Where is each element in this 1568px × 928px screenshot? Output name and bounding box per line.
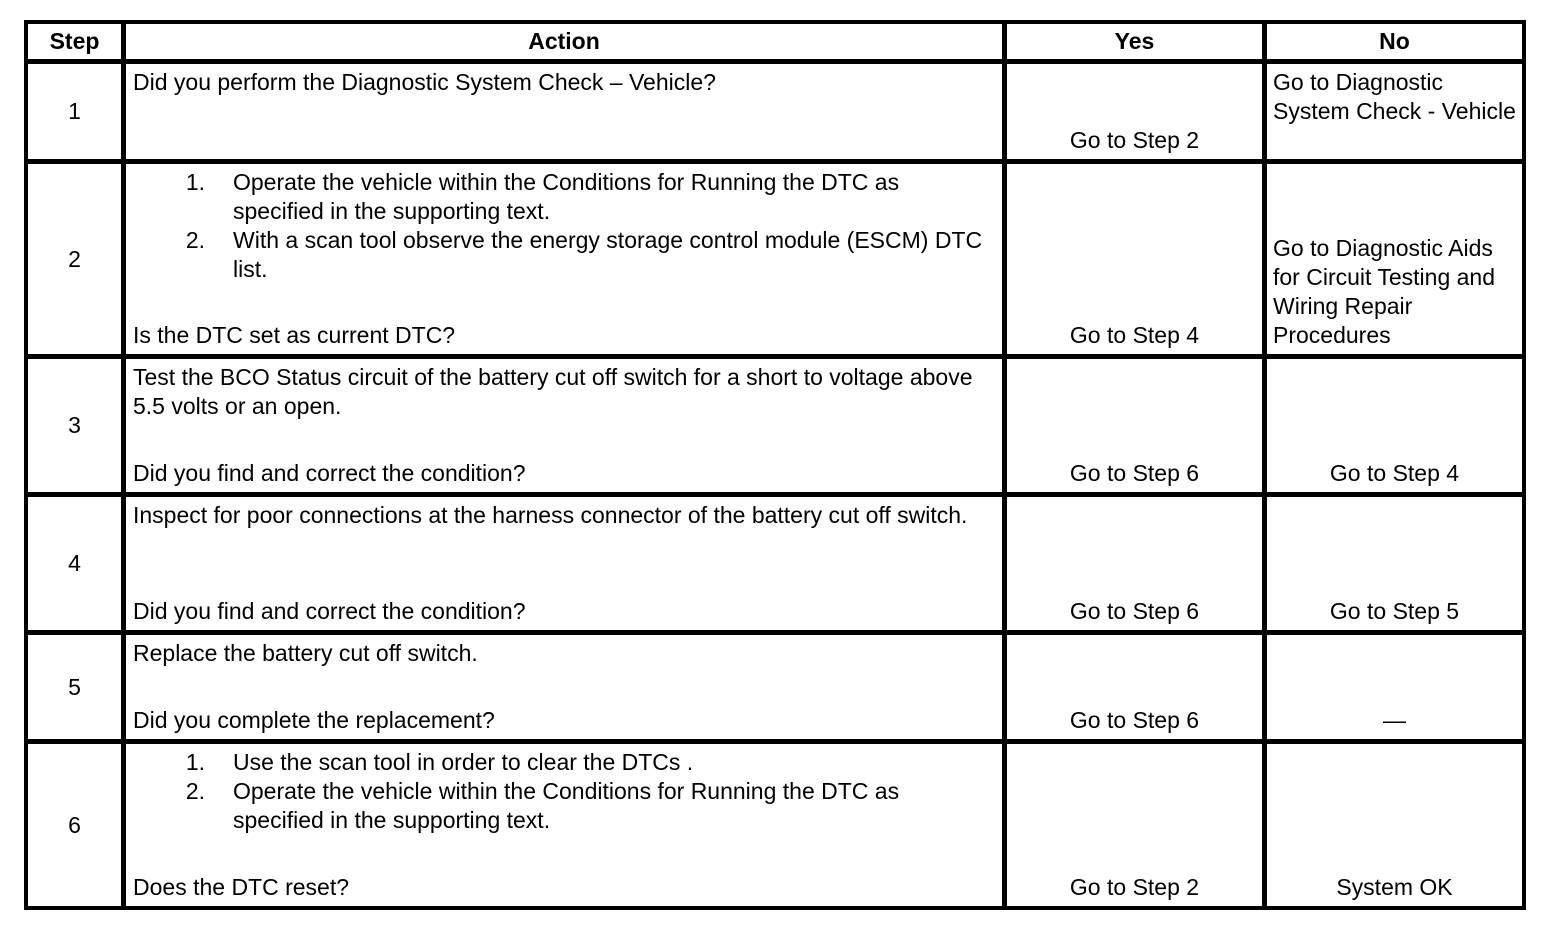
header-yes: Yes	[1007, 24, 1262, 59]
yes-link[interactable]: Go to Step 6	[1069, 598, 1200, 624]
no-cell	[1267, 164, 1522, 354]
action-text: Replace the battery cut off switch.	[133, 640, 478, 666]
no-link[interactable]: Go to Step 5	[1329, 598, 1460, 624]
action-cell	[126, 164, 1002, 354]
yes-link[interactable]: Go to Step 6	[1069, 460, 1200, 486]
action-text: Test the BCO Status circuit of the battery cut off switch for a short to voltage above 5.5 volts or an open.	[133, 364, 973, 419]
action-cell	[126, 359, 1002, 492]
yes-cell	[1007, 64, 1262, 159]
list-item	[133, 168, 996, 226]
action-question: Did you find and correct the condition?	[133, 460, 526, 486]
no-link[interactable]: Go to Diagnostic Aids for Circuit Testing and Wiring Repair Procedures	[1273, 235, 1496, 348]
header-action: Action	[126, 24, 1002, 59]
list-item-text: With a scan tool observe the energy storage control module (ESCM) DTC list.	[233, 227, 983, 282]
yes-link[interactable]: Go to Step 6	[1069, 707, 1200, 733]
action-question: Did you find and correct the condition?	[133, 598, 526, 624]
yes-link[interactable]: Go to Step 2	[1069, 127, 1200, 153]
action-text: Inspect for poor connections at the harness connector of the battery cut off switch.	[133, 502, 968, 528]
list-item-text: Operate the vehicle within the Conditions for Running the DTC as specified in the supporting text.	[233, 169, 900, 224]
step-number: 6	[28, 744, 121, 906]
no-link[interactable]: Go to Diagnostic System Check - Vehicle	[1273, 69, 1516, 124]
list-item-number: 2.	[185, 778, 205, 804]
list-item-number: 1.	[185, 169, 205, 195]
yes-cell	[1007, 744, 1262, 906]
header-step: Step	[28, 24, 121, 59]
action-question: Does the DTC reset?	[133, 874, 350, 900]
no-cell	[1267, 359, 1522, 492]
list-item	[133, 748, 996, 777]
header-no: No	[1267, 24, 1522, 59]
diagnostic-table	[24, 20, 1526, 910]
action-text: Did you perform the Diagnostic System Check – Vehicle?	[133, 69, 716, 95]
step-number: 4	[28, 497, 121, 630]
yes-cell	[1007, 359, 1262, 492]
no-cell	[1267, 635, 1522, 739]
no-link[interactable]: Go to Step 4	[1329, 460, 1460, 486]
action-steps-list	[133, 168, 996, 284]
yes-cell	[1007, 635, 1262, 739]
action-question: Did you complete the replacement?	[133, 707, 495, 733]
step-number: 1	[28, 64, 121, 159]
action-steps-list	[133, 748, 996, 835]
step-number: 3	[28, 359, 121, 492]
no-dash: —	[1383, 707, 1406, 733]
no-cell	[1267, 744, 1522, 906]
no-link[interactable]: System OK	[1336, 874, 1453, 900]
action-cell	[126, 744, 1002, 906]
step-number: 2	[28, 164, 121, 354]
list-item-text: Use the scan tool in order to clear the DTCs .	[233, 749, 694, 775]
yes-cell	[1007, 497, 1262, 630]
yes-link[interactable]: Go to Step 2	[1069, 874, 1200, 900]
yes-link[interactable]: Go to Step 4	[1069, 322, 1200, 348]
action-question: Is the DTC set as current DTC?	[133, 322, 456, 348]
list-item-number: 2.	[185, 227, 205, 253]
list-item	[133, 226, 996, 284]
yes-cell	[1007, 164, 1262, 354]
list-item-number: 1.	[185, 749, 205, 775]
no-cell	[1267, 64, 1522, 159]
list-item-text: Operate the vehicle within the Conditions for Running the DTC as specified in the supporting text.	[233, 778, 900, 833]
list-item	[133, 777, 996, 835]
no-cell	[1267, 497, 1522, 630]
action-cell	[126, 635, 1002, 739]
action-cell	[126, 64, 1002, 159]
step-number: 5	[28, 635, 121, 739]
action-cell	[126, 497, 1002, 630]
